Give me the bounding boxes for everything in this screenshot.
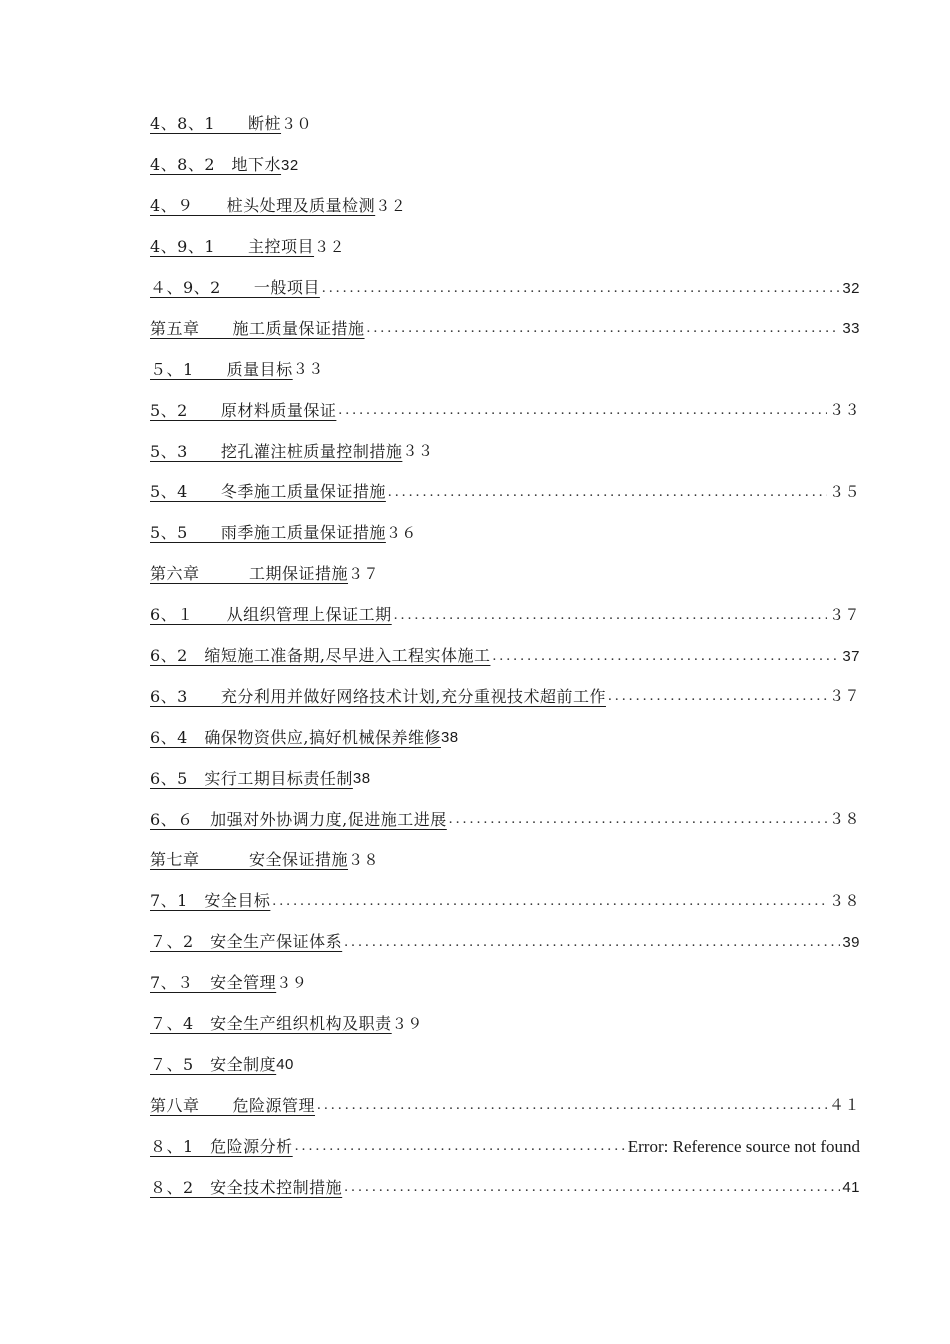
toc-entry-page-number: ３２	[375, 197, 407, 215]
toc-entry-page-number: ３３	[402, 443, 434, 461]
dot-leader	[272, 894, 827, 909]
toc-entry-title-link[interactable]: 6、１ 从组织管理上保证工期	[150, 605, 392, 625]
toc-entry-title-link[interactable]: 4、8、1 断桩	[150, 114, 282, 134]
dot-leader	[492, 649, 840, 664]
dot-leader	[344, 935, 840, 950]
toc-entry-title-link[interactable]: ５、1 质量目标	[150, 359, 293, 379]
toc-entry[interactable]	[150, 349, 860, 390]
toc-entry-page-number: 38	[352, 770, 371, 788]
table-of-contents	[150, 104, 860, 1208]
toc-entry-title-link[interactable]: 5、4 冬季施工质量保证措施	[150, 482, 386, 502]
toc-entry-title-link[interactable]: 6、4 确保物资供应,搞好机械保养维修	[150, 727, 441, 747]
toc-entry-title-link[interactable]: ８、2 安全技术控制措施	[150, 1177, 343, 1197]
toc-entry-title-link[interactable]: 7、1 安全目标	[150, 891, 271, 911]
toc-entry-title-link[interactable]: 第五章 施工质量保证措施	[150, 318, 365, 338]
toc-entry[interactable]	[150, 104, 860, 145]
toc-entry[interactable]	[150, 390, 860, 431]
toc-entry[interactable]	[150, 1044, 860, 1085]
toc-entry-title-link[interactable]: ７、5 安全制度	[150, 1054, 277, 1074]
toc-entry[interactable]	[150, 1085, 860, 1126]
dot-leader	[344, 1180, 840, 1195]
toc-entry-page-number: 40	[276, 1056, 294, 1074]
toc-entry-page-number: ３８	[828, 892, 860, 910]
toc-entry[interactable]	[150, 472, 860, 513]
toc-entry-page-number: ３８	[828, 811, 860, 829]
toc-entry[interactable]	[150, 1126, 860, 1167]
toc-entry-page-number: 37	[842, 647, 860, 665]
toc-entry-title-link[interactable]: 第八章 危险源管理	[150, 1095, 316, 1115]
toc-entry-title-link[interactable]: ８、1 危险源分析	[150, 1136, 293, 1156]
toc-entry-title-link[interactable]: 4、8、2 地下水	[150, 155, 282, 175]
toc-entry-title-link[interactable]: ７、2 安全生产保证体系	[150, 932, 343, 952]
toc-entry[interactable]	[150, 636, 860, 677]
toc-entry-page-number: ３９	[391, 1015, 423, 1033]
toc-entry-title-link[interactable]: 6、5 实行工期目标责任制	[150, 768, 353, 788]
toc-entry[interactable]	[150, 554, 860, 595]
toc-entry[interactable]	[150, 268, 860, 309]
toc-entry-page-number: ３７	[348, 565, 380, 583]
dot-leader	[322, 281, 840, 296]
toc-entry-page-number: 41	[842, 1179, 860, 1197]
toc-entry-title-link[interactable]: 4、9、1 主控项目	[150, 237, 315, 257]
toc-entry[interactable]	[150, 1004, 860, 1045]
dot-leader	[608, 689, 827, 704]
toc-entry-page-number: 33	[842, 320, 860, 338]
toc-entry-title-link[interactable]: 5、5 雨季施工质量保证措施	[150, 523, 386, 543]
toc-entry[interactable]	[150, 676, 860, 717]
toc-entry-page-number: ３０	[281, 115, 313, 133]
toc-entry-page-number: 39	[842, 933, 860, 951]
toc-entry-page-number: 32	[281, 156, 299, 174]
toc-entry[interactable]	[150, 308, 860, 349]
toc-entry[interactable]	[150, 840, 860, 881]
toc-entry-page-number: ３９	[276, 974, 308, 992]
dot-leader	[295, 1139, 626, 1154]
dot-leader	[317, 1098, 827, 1113]
toc-entry-page-number: 38	[440, 729, 459, 747]
toc-entry-page-number: ３６	[385, 524, 417, 542]
toc-entry-title-link[interactable]: 6、2 缩短施工准备期,尽早进入工程实体施工	[150, 646, 491, 666]
toc-entry-page-number: 32	[842, 279, 860, 297]
toc-entry-title-link[interactable]: 5、2 原材料质量保证	[150, 400, 337, 420]
toc-entry[interactable]	[150, 595, 860, 636]
toc-entry-page-number: ３３	[292, 361, 324, 379]
toc-entry[interactable]	[150, 186, 860, 227]
dot-leader	[449, 812, 827, 827]
toc-entry-title-link[interactable]: 第六章 工期保证措施	[150, 564, 349, 584]
toc-entry[interactable]	[150, 145, 860, 186]
toc-entry-title-link[interactable]: 4、９ 桩头处理及质量检测	[150, 196, 376, 216]
toc-entry[interactable]	[150, 922, 860, 963]
dot-leader	[367, 321, 841, 336]
toc-entry-page-number: ３２	[314, 238, 346, 256]
toc-entry-title-link[interactable]: 第七章 安全保证措施	[150, 850, 349, 870]
toc-entry-title-link[interactable]: 5、3 挖孔灌注桩质量控制措施	[150, 441, 403, 461]
toc-entry-page-number: ３７	[828, 688, 860, 706]
toc-entry-page-number: ４１	[828, 1097, 860, 1115]
toc-entry-title-link[interactable]: 6、６ 加强对外协调力度,促进施工进展	[150, 809, 447, 829]
toc-entry[interactable]	[150, 431, 860, 472]
toc-entry[interactable]	[150, 758, 860, 799]
toc-entry[interactable]	[150, 513, 860, 554]
toc-entry[interactable]	[150, 717, 860, 758]
toc-entry-title-link[interactable]: 6、3 充分利用并做好网络技术计划,充分重视技术超前工作	[150, 686, 606, 706]
toc-entry[interactable]	[150, 1167, 860, 1208]
dot-leader	[338, 403, 827, 418]
toc-entry-page-number: ３８	[348, 851, 380, 869]
toc-entry[interactable]	[150, 227, 860, 268]
dot-leader	[394, 608, 827, 623]
toc-entry-title-link[interactable]: ７、4 安全生产组织机构及职责	[150, 1014, 392, 1034]
toc-entry[interactable]	[150, 881, 860, 922]
toc-entry-page-number: Error: Reference source not found	[627, 1137, 860, 1157]
toc-entry-page-number: ３７	[828, 606, 860, 624]
toc-entry-page-number: ３５	[828, 483, 860, 501]
toc-entry[interactable]	[150, 963, 860, 1004]
toc-entry[interactable]	[150, 799, 860, 840]
toc-entry-title-link[interactable]: ４、9、2 一般项目	[150, 278, 320, 297]
toc-entry-title-link[interactable]: 7、３ 安全管理	[150, 973, 277, 993]
dot-leader	[388, 485, 827, 500]
toc-entry-page-number: ３３	[828, 402, 860, 420]
